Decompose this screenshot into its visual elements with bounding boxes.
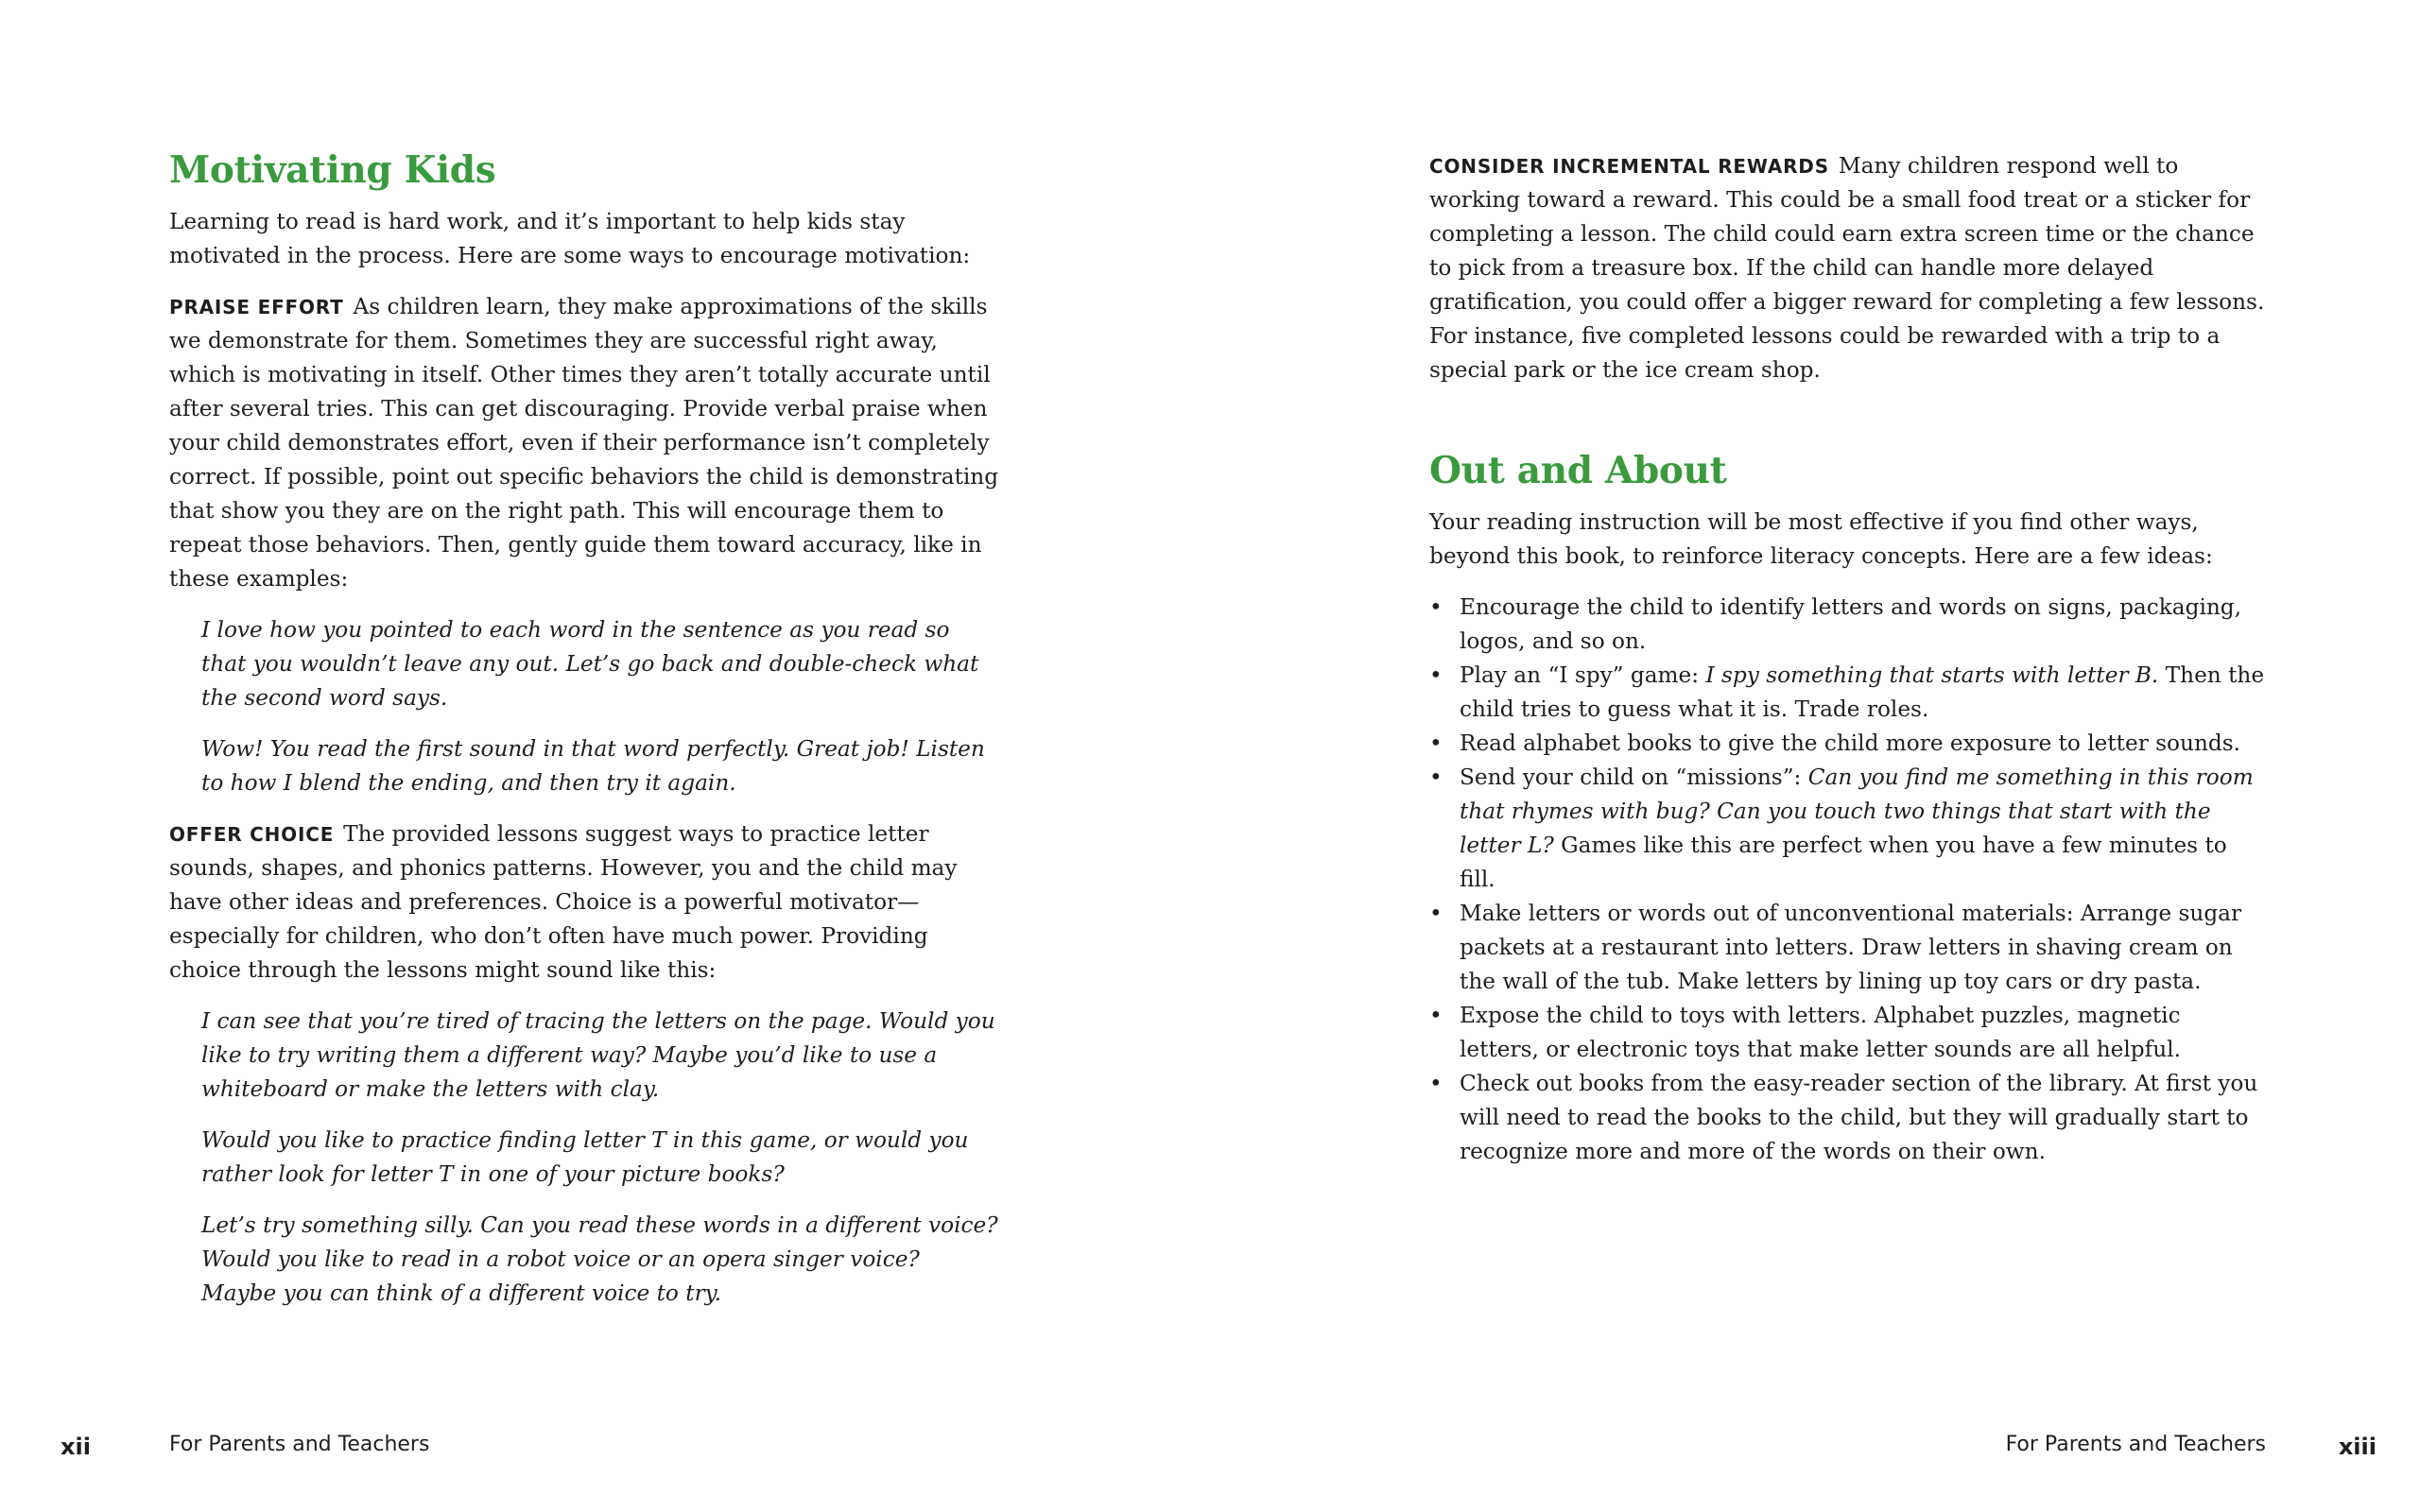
choice-example-3: Let’s try something silly. Can you read these words in a different voice? Would you like to read in a robot voice or an opera singer voice? Maybe you can think of a different voice to try. [201,1211,998,1306]
praise-effort-paragraph [169,290,1001,596]
right-column [1429,149,2266,1169]
praise-example-2: Wow! You read the first sound in that word perfectly. Great job! Listen to how I blend the ending, and then try it again. [201,735,985,796]
offer-choice-label: OFFER CHOICE [169,822,335,846]
praise-effort-text: As children learn, they make approximations of the skills we demonstrate for them. Sometimes they are successful right away, which is motivating in itself. Other times they aren’t totally accurate until after several tries. This can get discouraging. Provide verbal praise when your child demonstrates effort, even if their performance isn’t completely correct. If possible, point out specific behaviors the child is demonstrating that show you they are on the right path. This will encourage them to repeat those behaviors. Then, gently guide them toward accuracy, like in these examples: [169,293,999,592]
bullet-icon: • [1429,662,1443,688]
list-item: • Play an “I spy” game: I spy something that starts with letter B. Then the child tries to guess what it is. Trade roles. [1429,659,2266,727]
list-item: • Check out books from the easy-reader section of the library. At first you will need to read the books to the child, but they will gradually start to recognize more and more of the words on their own. [1429,1067,2266,1169]
praise-effort-label: PRAISE EFFORT [169,295,344,318]
incremental-rewards-label: CONSIDER INCREMENTAL REWARDS [1429,155,1829,178]
page-number-left: xii [60,1434,91,1460]
bullet-icon: • [1429,900,1443,926]
section-title-out-and-about: Out and About [1429,449,1727,492]
list-item: • Send your child on “missions”: Can you find me something in this room that rhymes with bug? Can you touch two things that start with the letter L? Games like this are perfect when you have a few minutes to fill. [1429,761,2266,897]
section-title-motivating-kids: Motivating Kids [169,148,496,192]
bullet-icon: • [1429,1002,1443,1028]
bullet-icon: • [1429,730,1443,756]
list-item: • Expose the child to toys with letters. Alphabet puzzles, magnetic letters, or electronic toys that make letter sounds are all helpful. [1429,999,2266,1067]
page-number-right: xiii [2338,1434,2377,1460]
list-item: • Make letters or words out of unconventional materials: Arrange sugar packets at a restaurant into letters. Draw letters in shaving cream on the wall of the tub. Make letters by lining up toy cars or dry pasta. [1429,897,2266,999]
bullet-icon: • [1429,593,1443,620]
out-and-about-intro: Your reading instruction will be most effective if you find other ways, beyond this book, to reinforce literacy concepts. Here are a few ideas: [1429,508,2213,569]
list-item: • Encourage the child to identify letters and words on signs, packaging, logos, and so on. [1429,591,2266,659]
ideas-list [1429,591,2266,1169]
offer-choice-text: The provided lessons suggest ways to practice letter sounds, shapes, and phonics patterns. However, you and the child may have other ideas and preferences. Choice is a powerful motivator—especially for children, who don’t often have much power. Providing choice through the lessons might sound like this: [169,820,958,983]
bullet-icon: • [1429,1070,1443,1096]
praise-example-1: I love how you pointed to each word in the sentence as you read so that you wouldn’t leave any out. Let’s go back and double-check what the second word says. [201,616,979,711]
list-item: • Read alphabet books to give the child more exposure to letter sounds. [1429,727,2266,761]
incremental-rewards-paragraph [1429,149,2266,387]
section-spacer [1429,404,2266,450]
running-head-left: For Parents and Teachers [169,1433,430,1456]
offer-choice-paragraph [169,817,1001,988]
left-column [169,149,1001,1328]
choice-example-1: I can see that you’re tired of tracing the letters on the page. Would you like to try writing them a different way? Maybe you’d like to use a whiteboard or make the letters with clay. [201,1007,995,1102]
choice-example-2: Would you like to practice finding letter T in this game, or would you rather look for letter T in one of your picture books? [201,1126,969,1187]
right-page [1210,0,2420,1512]
incremental-rewards-text: Many children respond well to working toward a reward. This could be a small food treat or a sticker for completing a lesson. The child could earn extra screen time or the chance to pick from a treasure box. If the child can handle more delayed gratification, you could offer a bigger reward for completing a few lessons. For instance, five completed lessons could be rewarded with a trip to a special park or the ice cream shop. [1429,153,2265,383]
running-head-right: For Parents and Teachers [2005,1433,2266,1456]
motivating-intro: Learning to read is hard work, and it’s important to help kids stay motivated in the process. Here are some ways to encourage motivation: [169,208,971,268]
bullet-icon: • [1429,764,1443,790]
